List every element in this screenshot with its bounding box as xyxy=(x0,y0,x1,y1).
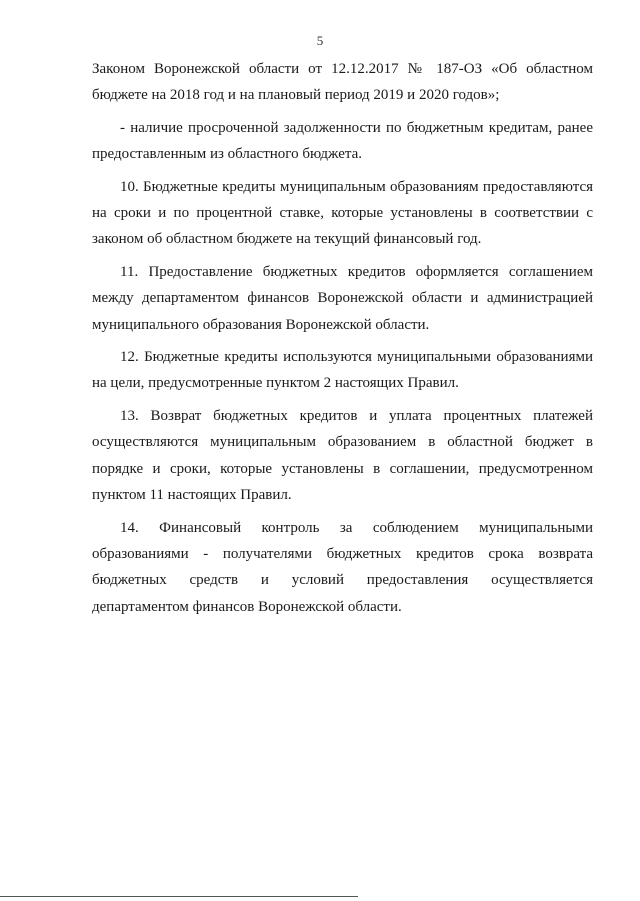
paragraph-12: 12. Бюджетные кредиты используются муниципальными образованиями на цели, предусмотренные пунктом 2 настоящих Правил. xyxy=(92,349,593,392)
paragraph-14: 14. Финансовый контроль за соблюдением муниципальными образованиями - получателями бюджетных кредитов срока возврата бюджетных средств и условий предоставления осуществляется департаментом финансов Воронежской области. xyxy=(92,519,593,615)
bottom-divider xyxy=(0,896,358,897)
paragraph-11: 11. Предоставление бюджетных кредитов оформляется соглашением между департаментом финансов Воронежской области и администрацией муниципального образования Воронежской области. xyxy=(92,263,593,333)
paragraph-13: 13. Возврат бюджетных кредитов и уплата процентных платежей осуществляются муниципальным образованием в областной бюджет в порядке и сроки, которые установлены в соглашении, предусмотренном пунктом 11 настоящих Правил. xyxy=(92,407,593,504)
paragraph-continuation: Законом Воронежской области от 12.12.2017 № 187-ОЗ «Об областном бюджете на 2018 год и на плановый период 2019 и 2020 годов»; xyxy=(92,61,593,104)
paragraph-bullet-overdue-debt: - наличие просроченной задолженности по бюджетным кредитам, ранее предоставленным из областного бюджета. xyxy=(92,119,593,163)
page-number: 5 xyxy=(316,33,324,48)
paragraph-10: 10. Бюджетные кредиты муниципальным образованиям предоставляются на сроки и по процентной ставке, которые установлены в соответствии с законом об областном бюджете на текущий финансовый год. xyxy=(92,178,593,248)
document-body xyxy=(92,56,593,620)
